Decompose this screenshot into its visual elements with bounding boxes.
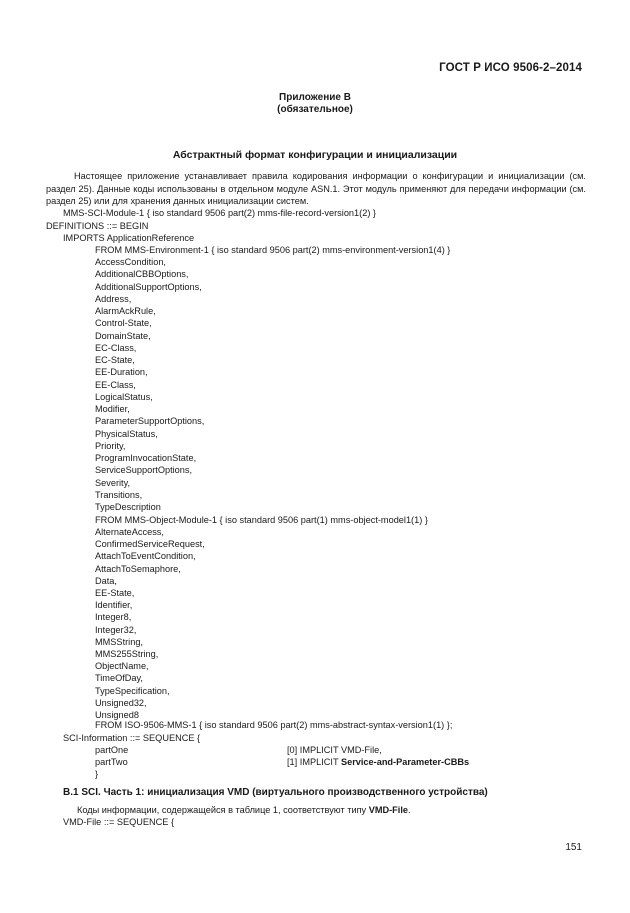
import-item: Severity, — [95, 477, 131, 488]
import-item: MMS255String, — [95, 649, 159, 659]
import-item: DomainState, — [95, 330, 151, 341]
import-item: ServiceSupportOptions, — [95, 465, 193, 476]
subsection-text — [77, 805, 411, 815]
import-item: TypeSpecification, — [95, 685, 170, 696]
import-item: Transitions, — [95, 489, 143, 500]
import-item: Data, — [95, 575, 117, 586]
close-brace: } — [95, 769, 99, 779]
page-number: 151 — [565, 842, 582, 853]
import-item: ParameterSupportOptions, — [95, 416, 205, 427]
intro-paragraph — [46, 170, 586, 208]
part-two-type-line — [287, 757, 469, 767]
annex-status: (обязательное) — [277, 104, 353, 115]
import-item: EC-State, — [95, 355, 135, 365]
import-item: EE-Duration, — [95, 367, 148, 378]
vmd-file-line: VMD-File ::= SEQUENCE { — [63, 817, 175, 827]
import-item: MMSString, — [95, 636, 143, 647]
part-two-type: Service-and-Parameter-CBBs — [340, 757, 470, 767]
import-item: AttachToSemaphore, — [95, 563, 181, 574]
import-item: PhysicalStatus, — [95, 428, 158, 439]
part-one-type: [0] IMPLICIT VMD-File, — [287, 745, 382, 755]
import-item: ObjectName, — [95, 661, 149, 672]
sci-information-line: SCI-Information ::= SEQUENCE { — [63, 733, 201, 743]
subsection-text-prefix: Коды информации, содержащейся в таблице 1, соответствуют типу — [77, 805, 369, 815]
import-item: Unsigned32, — [95, 697, 147, 708]
standard-designation: ГОСТ Р ИСО 9506-2–2014 — [439, 62, 582, 74]
import-item: Control-State, — [95, 318, 152, 329]
definitions-line: DEFINITIONS ::= BEGIN — [46, 221, 149, 231]
import-item: Integer32, — [95, 624, 137, 635]
import-item: Address, — [95, 293, 132, 304]
part-one-name: partOne — [95, 745, 129, 755]
import-item: AlternateAccess, — [95, 527, 164, 537]
import-item: AlarmAckRule, — [95, 306, 156, 316]
subsection-text-suffix: . — [408, 805, 411, 815]
annex-title: Приложение В — [279, 92, 351, 103]
subsection-title: В.1 SCI. Часть 1: инициализация VMD (виртуального производственного устройства) — [63, 787, 488, 798]
import-item: EE-State, — [95, 588, 135, 598]
import-item: LogicalStatus, — [95, 391, 153, 402]
import-item: Modifier, — [95, 404, 130, 414]
import-item: Integer8, — [95, 612, 132, 623]
intro-text: Настоящее приложение устанавливает правила кодирования информации о конфигурации и инициализации (см. раздел 25). Данные коды использованы в отдельном модуле ASN.1. Этот модуль применяют для передачи информации (см. раздел 25) или для хранения данных инициализации систем. — [46, 171, 586, 206]
subsection-text-type: VMD-File — [368, 805, 409, 815]
import-item: EE-Class, — [95, 379, 136, 390]
imports-line: IMPORTS ApplicationReference — [63, 233, 195, 243]
import-item: AccessCondition, — [95, 257, 166, 267]
import-item: Identifier, — [95, 600, 133, 611]
module-line: MMS-SCI-Module-1 { iso standard 9506 part(2) mms-file-record-version1(2) } — [63, 208, 376, 218]
import-item: TimeOfDay, — [95, 673, 143, 684]
part-two-name: partTwo — [95, 757, 128, 767]
import-item: ConfirmedServiceRequest, — [95, 539, 205, 550]
import-item: ProgramInvocationState, — [95, 453, 197, 463]
from-object-module-line: FROM MMS-Object-Module-1 { iso standard 9506 part(1) mms-object-model1(1) } — [95, 515, 428, 525]
import-item: TypeDescription — [95, 502, 161, 512]
section-title: Абстрактный формат конфигурации и инициализации — [172, 149, 458, 161]
part-two-prefix: [1] IMPLICIT — [287, 757, 341, 767]
import-item: Priority, — [95, 440, 126, 451]
import-item: AdditionalCBBOptions, — [95, 269, 189, 280]
import-item: Unsigned8 — [95, 710, 139, 720]
from-mms-line: FROM ISO-9506-MMS-1 { iso standard 9506 part(2) mms-abstract-syntax-version1(1) }; — [95, 720, 453, 730]
from-environment-line: FROM MMS-Environment-1 { iso standard 9506 part(2) mms-environment-version1(4) } — [95, 245, 451, 255]
import-item: AdditionalSupportOptions, — [95, 281, 202, 292]
import-item: EC-Class, — [95, 342, 137, 353]
import-item: AttachToEventCondition, — [95, 551, 196, 562]
